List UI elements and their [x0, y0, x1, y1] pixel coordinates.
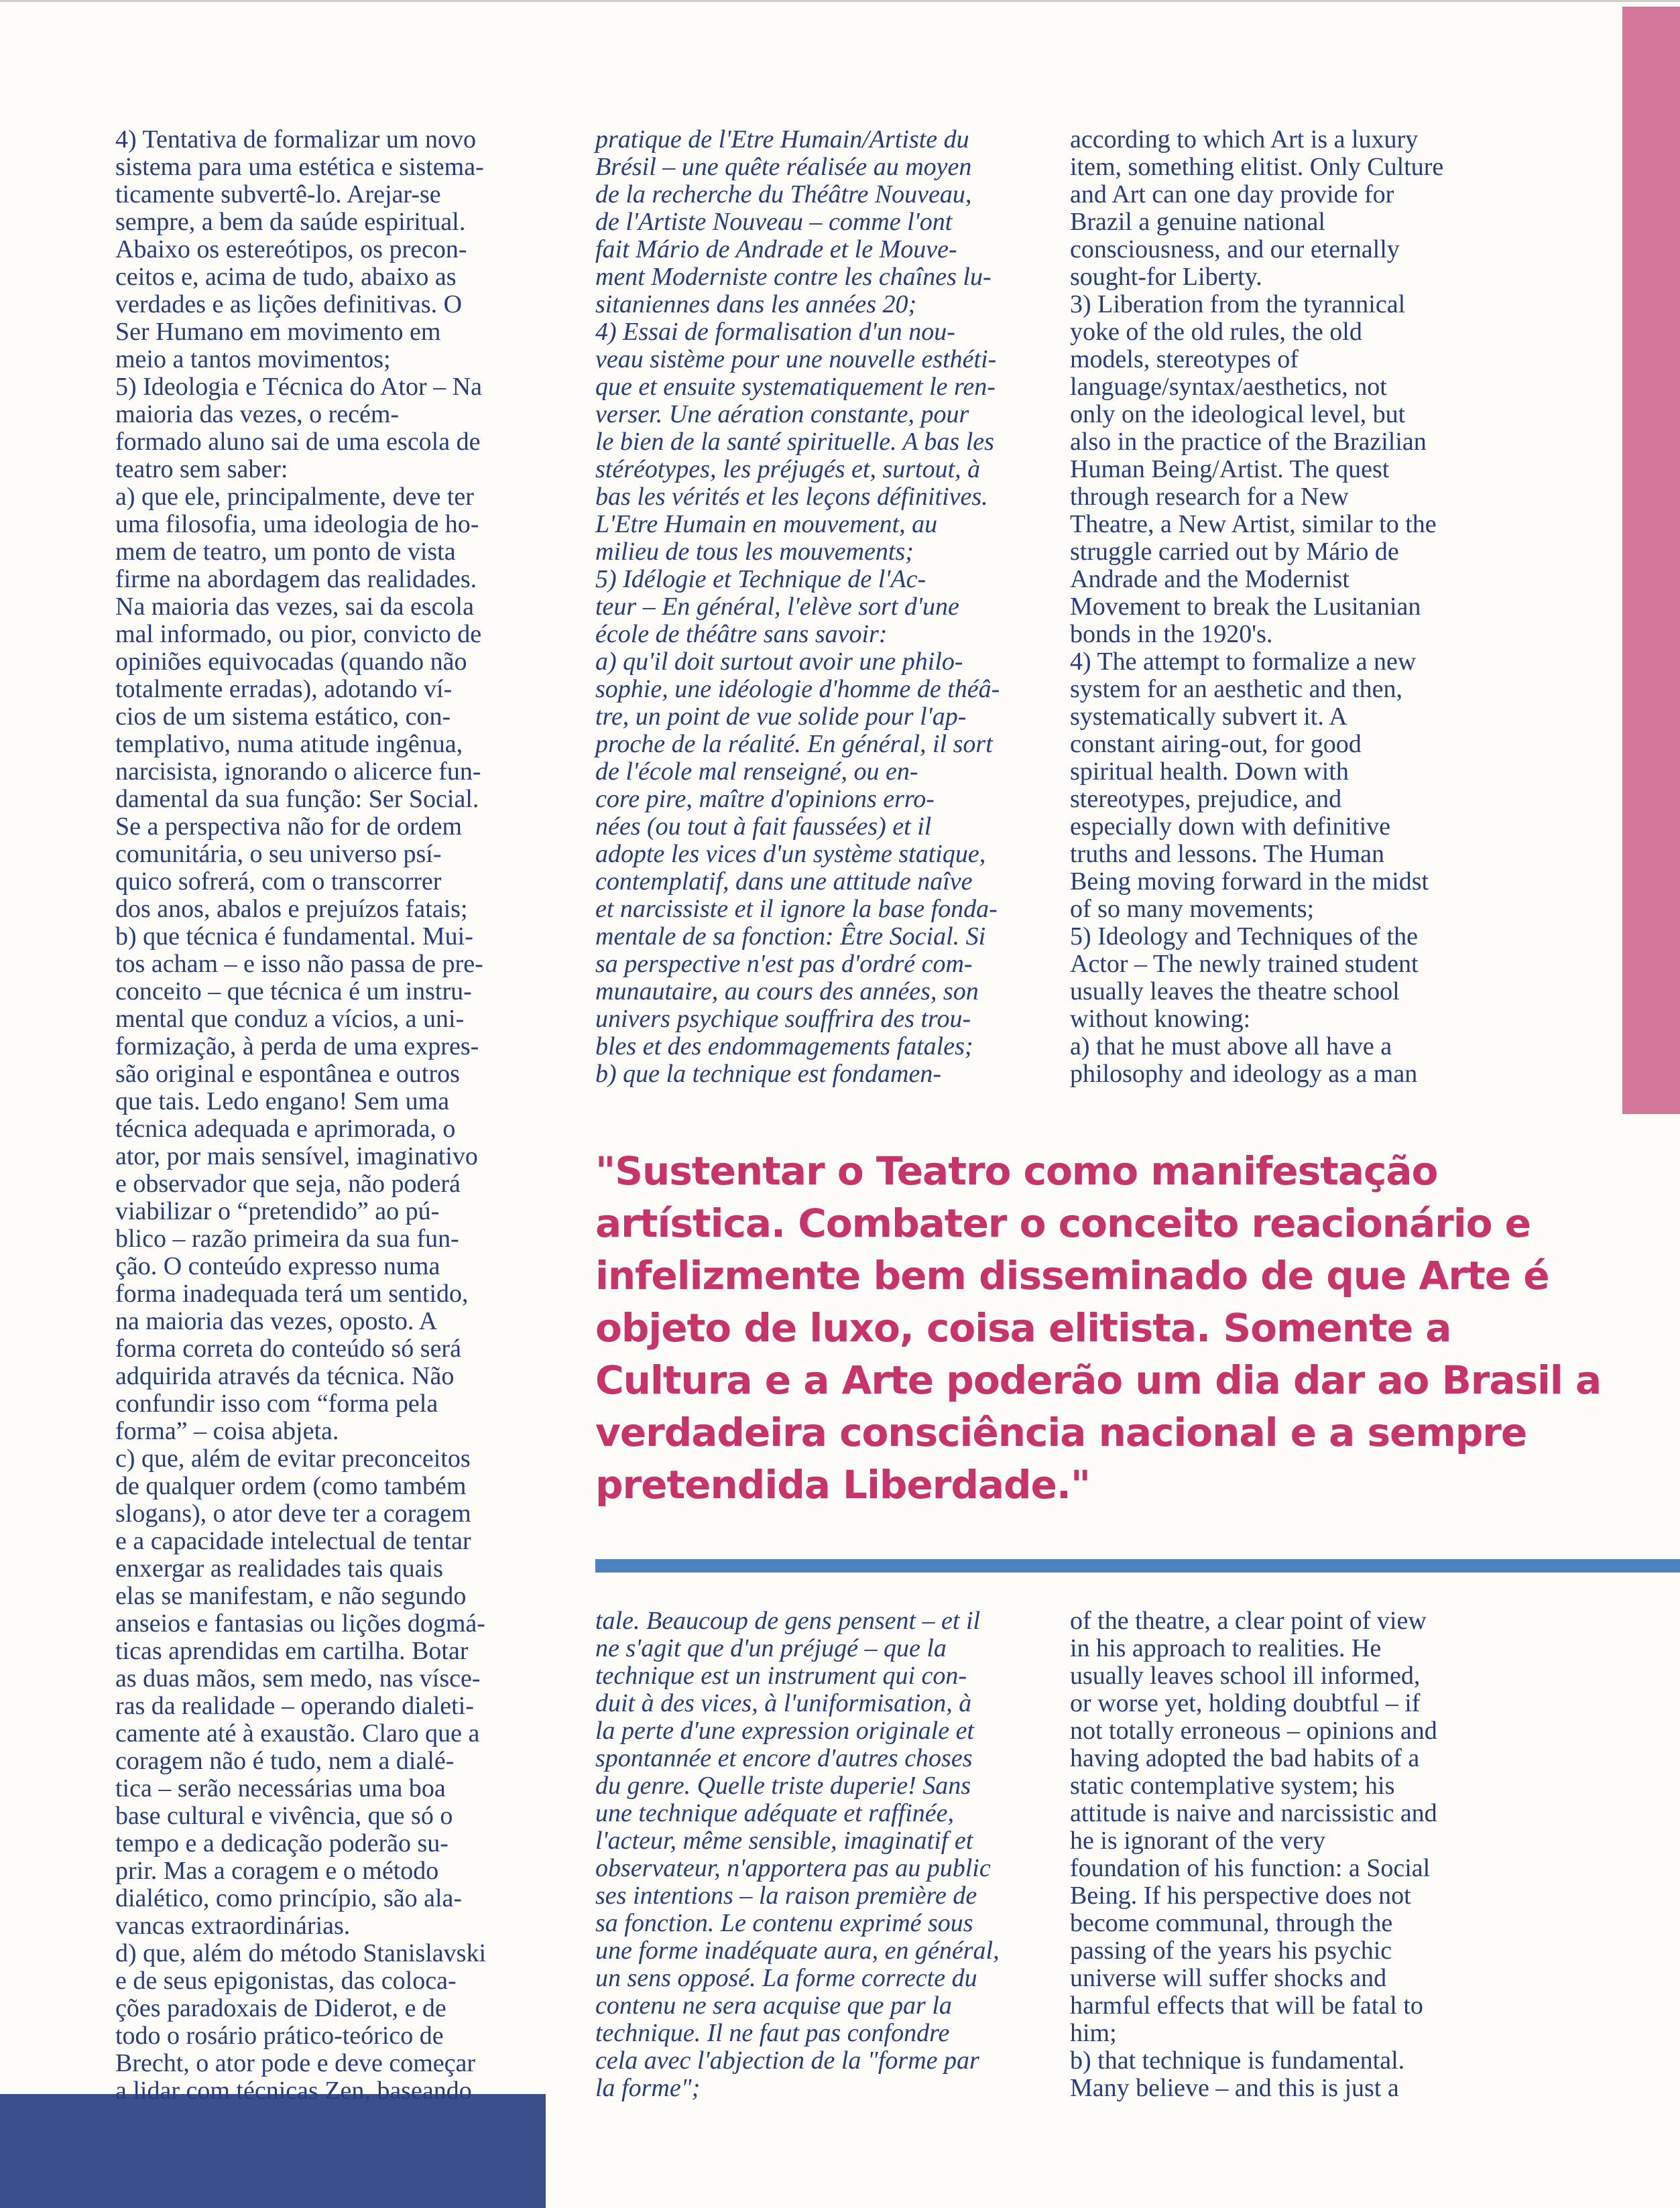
text-line: sempre, a bem da saúde espiritual.	[115, 208, 466, 236]
text-line: une forme inadéquate aura, en général,	[595, 1937, 1000, 1965]
text-line: Human Being/Artist. The quest	[1070, 455, 1390, 483]
text-line: narcisista, ignorando o alicerce fun-	[115, 757, 481, 786]
text-line: without knowing:	[1070, 1005, 1251, 1033]
text-line: tempo e a dedicação poderão su-	[115, 1829, 448, 1857]
text-line: Andrade and the Modernist	[1070, 565, 1349, 593]
text-line: que et ensuite systematiquement le ren-	[595, 373, 996, 401]
text-line: sistema para uma estética e sistema-	[115, 153, 484, 181]
top-rule	[0, 0, 1680, 2]
text-line: 5) Ideology and Techniques of the	[1070, 922, 1418, 950]
text-line: d) que, além do método Stanislavski	[115, 1939, 487, 1967]
text-line: constant airing-out, for good	[1070, 730, 1362, 758]
text-line: stéréotypes, les préjugés et, surtout, à	[595, 455, 981, 483]
text-line: sitaniennes dans les années 20;	[595, 290, 917, 318]
text-line: que tais. Ledo engano! Sem uma	[115, 1087, 450, 1115]
text-line: static contemplative system; his	[1070, 1772, 1395, 1800]
text-line: la forme";	[595, 2074, 701, 2102]
text-line: a lidar com técnicas Zen, baseando	[115, 2077, 472, 2105]
text-line: slogans), o ator deve ter a coragem	[115, 1499, 471, 1528]
text-line: 4) Essai de formalisation d'un nou-	[595, 318, 955, 346]
text-line: le bien de la santé spirituelle. A bas les	[595, 428, 994, 456]
text-line: Being moving forward in the midst	[1070, 867, 1429, 896]
text-line: ras da realidade – operando dialeti-	[115, 1692, 474, 1720]
text-line: camente até à exaustão. Claro que a	[115, 1719, 480, 1747]
text-line: 3) Liberation from the tyrannical	[1070, 290, 1406, 318]
text-line: he is ignorant of the very	[1070, 1827, 1325, 1855]
text-line: e a capacidade intelectual de tentar	[115, 1527, 471, 1555]
text-line: contemplatif, dans une attitude naîve	[595, 867, 973, 896]
text-line: harmful effects that will be fatal to	[1070, 1991, 1423, 2020]
text-line: and Art can one day provide for	[1070, 180, 1394, 208]
text-line: observateur, n'apportera pas au public	[595, 1854, 991, 1882]
text-line: usually leaves the theatre school	[1070, 977, 1400, 1005]
text-line: opiniões equivocadas (quando não	[115, 648, 467, 676]
text-line: Actor – The newly trained student	[1070, 950, 1419, 978]
text-line: damental da sua função: Ser Social.	[115, 785, 479, 813]
text-line: b) that technique is fundamental.	[1070, 2046, 1405, 2075]
text-line: attitude is naive and narcissistic and	[1070, 1799, 1437, 1827]
text-line: veau sistème pour une nouvelle esthéti-	[595, 345, 997, 373]
text-line: verser. Une aération constante, pour	[595, 400, 969, 428]
text-line: forma inadequada terá um sentido,	[115, 1280, 469, 1308]
pink-side-bar	[1622, 7, 1680, 1114]
text-line: fait Mário de Andrade et le Mouve-	[595, 235, 957, 263]
text-line: conceito – que técnica é um instru-	[115, 977, 472, 1005]
text-line: L'Etre Humain en mouvement, au	[595, 510, 938, 538]
text-line: Brecht, o ator pode e deve começar	[115, 2049, 476, 2077]
text-line: having adopted the bad habits of a	[1070, 1744, 1420, 1772]
text-line: ne s'agit que d'un préjugé – que la	[595, 1634, 947, 1662]
text-line: blico – razão primeira da sua fun-	[115, 1225, 459, 1253]
text-line: bles et des endommagements fatales;	[595, 1032, 973, 1060]
text-line: ticas aprendidas em cartilha. Botar	[115, 1637, 469, 1665]
text-line: also in the practice of the Brazilian	[1070, 428, 1427, 456]
text-line: coragem não é tudo, nem a dialé-	[115, 1747, 455, 1775]
text-line: ses intentions – la raison première de	[595, 1882, 977, 1910]
text-line: through research for a New	[1070, 483, 1349, 511]
text-line: bas les vérités et les leçons définitives.	[595, 483, 988, 511]
text-line: nées (ou tout à fait faussées) et il	[595, 812, 932, 841]
text-line: maioria das vezes, o recém-	[115, 400, 400, 428]
text-line: la perte d'une expression originale et	[595, 1717, 974, 1745]
column-portuguese	[115, 126, 551, 2105]
text-line: as duas mãos, sem medo, nas vísce-	[115, 1664, 481, 1693]
text-line: models, stereotypes of	[1070, 345, 1299, 373]
text-line: mental que conduz a vícios, a uni-	[115, 1005, 465, 1033]
text-line: mal informado, ou pior, convicto de	[115, 620, 482, 648]
text-line: enxergar as realidades tais quais	[115, 1554, 443, 1583]
text-line: adquirida através da técnica. Não	[115, 1362, 455, 1390]
text-line: sa fonction. Le contenu exprimé sous	[595, 1909, 973, 1937]
text-line: technique est un instrument qui con-	[595, 1662, 967, 1690]
text-line: become communal, through the	[1070, 1909, 1393, 1937]
text-line: templativo, numa atitude ingênua,	[115, 730, 463, 758]
text-line: mem de teatro, um ponto de vista	[115, 538, 456, 566]
text-line: verdades e as lições definitivas. O	[115, 290, 463, 318]
text-line: quico sofrerá, com o transcorrer	[115, 867, 442, 896]
text-line: Brazil a genuine national	[1070, 208, 1325, 236]
text-line: un sens opposé. La forme correcte du	[595, 1964, 977, 1992]
text-line: de l'Artiste Nouveau – comme l'ont	[595, 208, 953, 236]
text-line: são original e espontânea e outros	[115, 1060, 460, 1088]
text-line: vancas extraordinárias.	[115, 1912, 351, 1940]
text-line: b) que técnica é fundamental. Mui-	[115, 922, 473, 950]
text-line: 5) Ideologia e Técnica do Ator – Na	[115, 373, 482, 401]
text-line: Movement to break the Lusitanian	[1070, 593, 1421, 621]
text-line: et narcissiste et il ignore la base fonda-	[595, 895, 998, 923]
text-line: de la recherche du Théâtre Nouveau,	[595, 180, 972, 208]
text-line: proche de la réalité. En général, il sort	[595, 730, 993, 758]
text-line: universe will suffer shocks and	[1070, 1964, 1387, 1992]
text-line: pratique de l'Etre Humain/Artiste du	[595, 125, 969, 154]
text-line: tre, un point de vue solide pour l'ap-	[595, 702, 967, 731]
text-line: forma” – coisa abjeta.	[115, 1417, 339, 1445]
text-line: forma correta do conteúdo só será	[115, 1335, 461, 1363]
text-line: a) that he must above all have a	[1070, 1032, 1392, 1060]
text-line: a) qu'il doit surtout avoir une philo-	[595, 648, 963, 676]
text-line: e de seus epigonistas, das coloca-	[115, 1967, 457, 1995]
text-line: of so many movements;	[1070, 895, 1315, 923]
text-line: a) que ele, principalmente, deve ter	[115, 483, 474, 511]
pull-quote: "Sustentar o Teatro como manifestação artística. Combater o conceito reacionário e infelizmente bem disseminado de que Arte é objeto de luxo, coisa elitista. Somente a Cultura e a Arte poderão um dia dar ao Brasil a verdadeira consciência nacional e a sempre pretendida Liberdade."	[595, 1148, 1602, 1508]
text-line: core pire, maître d'opinions erro-	[595, 785, 935, 813]
text-line: une technique adéquate et raffinée,	[595, 1799, 954, 1827]
text-line: ções paradoxais de Diderot, e de	[115, 1994, 446, 2022]
text-line: tos acham – e isso não passa de pre-	[115, 950, 483, 978]
text-line: milieu de tous les mouvements;	[595, 538, 914, 566]
text-line: dialético, como princípio, são ala-	[115, 1884, 463, 1912]
text-line: ceitos e, acima de tudo, abaixo as	[115, 263, 457, 291]
column-french-top	[595, 126, 1038, 1088]
text-line: system for an aesthetic and then,	[1070, 675, 1402, 703]
text-line: comunitária, o seu universo psí-	[115, 840, 442, 868]
text-line: or worse yet, holding doubtful – if	[1070, 1689, 1421, 1717]
text-line: ticamente subvertê-lo. Arejar-se	[115, 180, 441, 208]
text-line: spontannée et encore d'autres choses	[595, 1744, 973, 1772]
text-line: language/syntax/aesthetics, not	[1070, 373, 1387, 401]
text-line: firme na abordagem das realidades.	[115, 565, 477, 593]
text-line: sa perspective n'est pas d'ordré com-	[595, 950, 973, 978]
text-line: mentale de sa fonction: Être Social. Si	[595, 922, 986, 950]
text-line: according to which Art is a luxury	[1070, 125, 1419, 154]
text-line: todo o rosário prático-teórico de	[115, 2022, 444, 2050]
text-line: usually leaves school ill informed,	[1070, 1662, 1421, 1690]
text-line: Se a perspectiva não for de ordem	[115, 812, 463, 841]
text-line: not totally erroneous – opinions and	[1070, 1717, 1437, 1745]
text-line: école de théâtre sans savoir:	[595, 620, 888, 648]
text-line: e observador que seja, não poderá	[115, 1170, 461, 1198]
text-line: philosophy and ideology as a man	[1070, 1060, 1418, 1088]
text-line: of the theatre, a clear point of view	[1070, 1607, 1427, 1635]
text-line: duit à des vices, à l'uniformisation, à	[595, 1689, 972, 1717]
text-line: viabilizar o “pretendido” ao pú-	[115, 1197, 440, 1225]
text-line: foundation of his function: a Social	[1070, 1854, 1431, 1882]
text-line: c) que, além de evitar preconceitos	[115, 1445, 471, 1473]
text-line: base cultural e vivência, que só o	[115, 1802, 453, 1830]
column-english-top	[1070, 126, 1512, 1088]
text-line: Abaixo os estereótipos, os precon-	[115, 235, 467, 263]
text-line: munautaire, au cours des années, son	[595, 977, 979, 1005]
text-line: yoke of the old rules, the old	[1070, 318, 1362, 346]
text-line: univers psychique souffrira des trou-	[595, 1005, 971, 1033]
text-line: elas se manifestam, e não segundo	[115, 1582, 467, 1610]
text-line: de qualquer ordem (como também	[115, 1472, 467, 1500]
text-line: sophie, une idéologie d'homme de théâ-	[595, 675, 1000, 703]
text-line: him;	[1070, 2019, 1117, 2047]
text-line: contenu ne sera acquise que par la	[595, 1991, 952, 2020]
text-line: bonds in the 1920's.	[1070, 620, 1273, 648]
column-english-bottom	[1070, 1607, 1512, 2102]
text-line: anseios e fantasias ou lições dogmá-	[115, 1609, 485, 1638]
text-line: passing of the years his psychic	[1070, 1937, 1392, 1965]
text-line: ator, por mais sensível, imaginativo	[115, 1142, 478, 1170]
text-line: especially down with definitive	[1070, 812, 1391, 841]
column-french-bottom	[595, 1607, 1038, 2102]
blue-footer-bar	[0, 2094, 546, 2208]
text-line: item, something elitist. Only Culture	[1070, 153, 1444, 181]
text-line: formização, à perda de uma expres-	[115, 1032, 479, 1060]
text-line: l'acteur, même sensible, imaginatif et	[595, 1827, 973, 1855]
blue-divider-rule	[595, 1559, 1680, 1573]
text-line: truths and lessons. The Human	[1070, 840, 1384, 868]
text-line: cela avec l'abjection de la "forme par	[595, 2046, 979, 2075]
text-line: formado aluno sai de uma escola de	[115, 428, 481, 456]
text-line: meio a tantos movimentos;	[115, 345, 391, 373]
text-line: adopte les vices d'un système statique,	[595, 840, 986, 868]
text-line: Many believe – and this is just a	[1070, 2074, 1399, 2102]
text-line: uma filosofia, uma ideologia de ho-	[115, 510, 479, 538]
text-line: in his approach to realities. He	[1070, 1634, 1382, 1662]
text-line: systematically subvert it. A	[1070, 702, 1347, 731]
text-line: Theatre, a New Artist, similar to the	[1070, 510, 1437, 538]
text-line: ção. O conteúdo expresso numa	[115, 1252, 440, 1280]
text-line: consciousness, and our eternally	[1070, 235, 1400, 263]
text-line: technique. Il ne faut pas confondre	[595, 2019, 950, 2047]
text-line: tica – serão necessárias uma boa	[115, 1774, 446, 1802]
text-line: confundir isso com “forma pela	[115, 1390, 438, 1418]
text-line: b) que la technique est fondamen-	[595, 1060, 942, 1088]
text-line: técnica adequada e aprimorada, o	[115, 1115, 456, 1143]
text-line: sought-for Liberty.	[1070, 263, 1262, 291]
text-line: stereotypes, prejudice, and	[1070, 785, 1342, 813]
text-line: spiritual health. Down with	[1070, 757, 1349, 786]
text-line: Ser Humano em movimento em	[115, 318, 441, 346]
text-line: du genre. Quelle triste duperie! Sans	[595, 1772, 971, 1800]
text-line: 4) The attempt to formalize a new	[1070, 648, 1417, 676]
text-line: Being. If his perspective does not	[1070, 1882, 1411, 1910]
text-line: na maioria das vezes, oposto. A	[115, 1307, 438, 1335]
text-line: tale. Beaucoup de gens pensent – et il	[595, 1607, 981, 1635]
text-line: prir. Mas a coragem e o método	[115, 1857, 439, 1885]
text-line: ment Moderniste contre les chaînes lu-	[595, 263, 992, 291]
text-line: teatro sem saber:	[115, 455, 288, 483]
text-line: de l'école mal renseigné, ou en-	[595, 757, 918, 786]
text-line: dos anos, abalos e prejuízos fatais;	[115, 895, 468, 923]
text-line: Na maioria das vezes, sai da escola	[115, 593, 474, 621]
text-line: 5) Idélogie et Technique de l'Ac-	[595, 565, 926, 593]
text-line: 4) Tentativa de formalizar um novo	[115, 125, 476, 154]
text-line: teur – En général, l'elève sort d'une	[595, 593, 959, 621]
text-line: struggle carried out by Mário de	[1070, 538, 1399, 566]
text-line: Brésil – une quête réalisée au moyen	[595, 153, 972, 181]
text-line: totalmente erradas), adotando ví-	[115, 675, 453, 703]
text-line: only on the ideological level, but	[1070, 400, 1406, 428]
text-line: cios de um sistema estático, con-	[115, 702, 451, 731]
